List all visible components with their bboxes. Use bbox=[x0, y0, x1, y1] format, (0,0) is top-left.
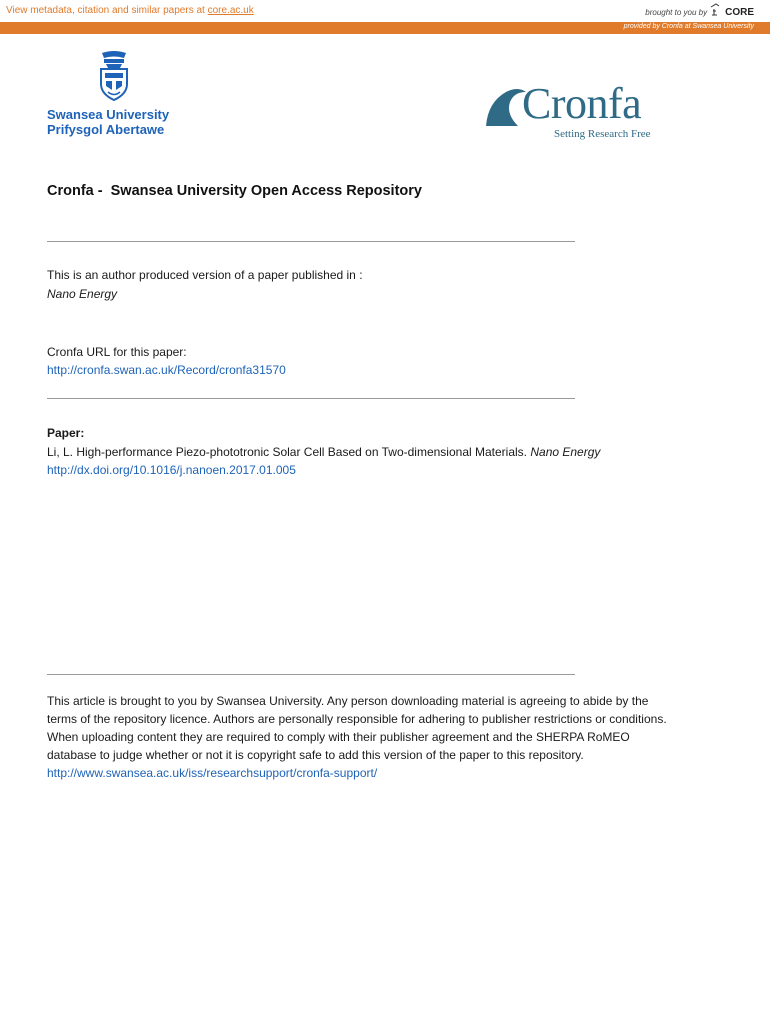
cronfa-tagline: Setting Research Free bbox=[554, 128, 651, 140]
paper-citation bbox=[47, 443, 600, 461]
brought-to-you bbox=[645, 5, 754, 19]
swansea-university-logo bbox=[46, 50, 186, 140]
licence-line: terms of the repository licence. Authors are personally responsible for adhering to publisher restrictions or conditions. bbox=[47, 712, 667, 726]
cronfa-logo bbox=[484, 79, 684, 144]
journal-name: Nano Energy bbox=[47, 287, 118, 301]
licence-line: database to judge whether or not it is copyright safe to add this version of the paper to this repository. bbox=[47, 748, 584, 762]
provided-by-text: provided by Cronfa at Swansea University bbox=[623, 23, 754, 30]
core-link[interactable]: core.ac.uk bbox=[207, 5, 254, 16]
licence-line: When uploading content they are required to comply with their publisher agreement and the SHERPA RoMEO bbox=[47, 730, 630, 744]
published-intro: This is an author produced version of a paper published in : bbox=[47, 268, 363, 282]
swansea-university-name bbox=[47, 107, 169, 137]
licence-line: This article is brought to you by Swansea University. Any person downloading material is agreeing to abide by the bbox=[47, 694, 649, 708]
provided-by-bar bbox=[0, 22, 770, 34]
cronfa-url-link[interactable]: http://cronfa.swan.ac.uk/Record/cronfa31570 bbox=[47, 363, 286, 377]
university-name-en: Swansea University bbox=[47, 107, 170, 122]
university-crest-icon bbox=[94, 50, 134, 104]
cronfa-support-link[interactable]: http://www.swansea.ac.uk/iss/researchsupport/cronfa-support/ bbox=[47, 766, 378, 780]
divider bbox=[47, 398, 575, 399]
brought-to-you-text: brought to you by bbox=[645, 7, 708, 17]
core-label[interactable]: CORE bbox=[725, 6, 754, 18]
doi-link[interactable]: http://dx.doi.org/10.1016/j.nanoen.2017.01.005 bbox=[47, 463, 296, 477]
view-metadata-text bbox=[6, 5, 254, 16]
paper-heading: Paper: bbox=[47, 426, 85, 440]
citation-text: Li, L. High-performance Piezo-phototronic Solar Cell Based on Two-dimensional Materials. bbox=[47, 445, 528, 459]
university-name-cy: Prifysgol Abertawe bbox=[47, 122, 165, 137]
core-banner bbox=[0, 0, 770, 22]
core-logo-icon bbox=[710, 3, 720, 17]
licence-paragraph bbox=[47, 692, 727, 782]
divider bbox=[47, 674, 575, 675]
view-metadata-prefix: View metadata, citation and similar papers at bbox=[6, 5, 208, 16]
divider bbox=[47, 241, 575, 242]
cronfa-wordmark: Cronfa bbox=[522, 79, 642, 128]
citation-journal: Nano Energy bbox=[530, 445, 601, 459]
page-title: Cronfa - Swansea University Open Access Repository bbox=[47, 183, 422, 199]
cronfa-url-label: Cronfa URL for this paper: bbox=[47, 345, 187, 359]
